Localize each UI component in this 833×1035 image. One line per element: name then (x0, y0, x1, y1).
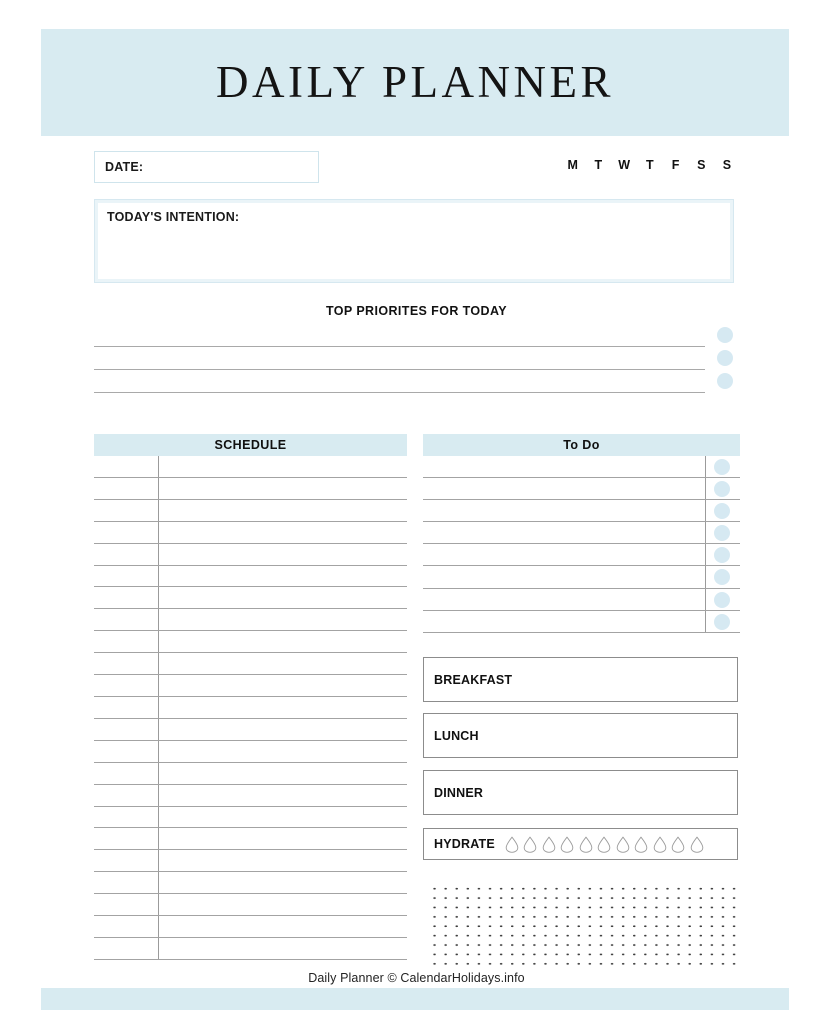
todo-row[interactable] (423, 500, 740, 522)
todo-checkbox-circle-icon[interactable] (714, 503, 730, 519)
schedule-row[interactable] (94, 566, 407, 588)
schedule-row[interactable] (94, 456, 407, 478)
schedule-row[interactable] (94, 500, 407, 522)
schedule-row[interactable] (94, 828, 407, 850)
todo-header-label: To Do (563, 438, 600, 452)
weekday-tuesday[interactable]: T (594, 158, 603, 172)
weekday-selector (560, 158, 740, 172)
hydrate-label: HYDRATE (434, 837, 495, 851)
schedule-grid (94, 456, 407, 960)
schedule-row[interactable] (94, 807, 407, 829)
footer-credit: Daily Planner © CalendarHolidays.info (308, 971, 525, 985)
schedule-row[interactable] (94, 763, 407, 785)
todo-row[interactable] (423, 478, 740, 500)
todo-checkbox-circle-icon[interactable] (714, 569, 730, 585)
date-field[interactable] (94, 151, 319, 183)
water-drop-icon[interactable] (579, 836, 593, 853)
priority-write-line (94, 392, 705, 393)
priorities-title: TOP PRIORITES FOR TODAY (326, 304, 507, 318)
schedule-row[interactable] (94, 916, 407, 938)
water-drop-icon[interactable] (542, 836, 556, 853)
date-label: DATE: (105, 160, 144, 174)
schedule-row[interactable] (94, 587, 407, 609)
header-band (41, 29, 789, 136)
breakfast-label: BREAKFAST (434, 672, 513, 687)
priority-checkbox-circle-icon[interactable] (717, 350, 733, 366)
schedule-row[interactable] (94, 544, 407, 566)
lunch-label: LUNCH (434, 728, 479, 743)
priority-checkbox-circle-icon[interactable] (717, 373, 733, 389)
water-drop-icon[interactable] (560, 836, 574, 853)
priority-row[interactable] (94, 324, 739, 347)
schedule-header (94, 434, 407, 456)
priority-row[interactable] (94, 370, 739, 393)
water-drop-icon[interactable] (690, 836, 704, 853)
schedule-row[interactable] (94, 872, 407, 894)
weekday-monday[interactable]: M (567, 158, 579, 172)
schedule-row[interactable] (94, 938, 407, 960)
schedule-row[interactable] (94, 675, 407, 697)
todo-checkbox-circle-icon[interactable] (714, 525, 730, 541)
water-drop-icon[interactable] (597, 836, 611, 853)
schedule-row[interactable] (94, 785, 407, 807)
schedule-row[interactable] (94, 609, 407, 631)
breakfast-field[interactable] (423, 657, 738, 702)
weekday-saturday[interactable]: S (697, 158, 706, 172)
schedule-row[interactable] (94, 653, 407, 675)
priorities-list (94, 324, 739, 404)
schedule-row[interactable] (94, 697, 407, 719)
intention-label: TODAY'S INTENTION: (107, 210, 240, 224)
dinner-field[interactable] (423, 770, 738, 815)
todo-row[interactable] (423, 566, 740, 588)
todo-list (423, 456, 740, 633)
schedule-row[interactable] (94, 522, 407, 544)
priority-checkbox-circle-icon[interactable] (717, 327, 733, 343)
todo-checkbox-circle-icon[interactable] (714, 614, 730, 630)
notes-dot-grid[interactable] (427, 882, 739, 968)
weekday-sunday[interactable]: S (722, 158, 732, 172)
hydrate-tracker[interactable] (423, 828, 738, 860)
footer-band (41, 988, 789, 1010)
todo-row-line (423, 632, 740, 633)
schedule-row[interactable] (94, 741, 407, 763)
water-drop-icon[interactable] (634, 836, 648, 853)
todo-row[interactable] (423, 456, 740, 478)
schedule-row[interactable] (94, 631, 407, 653)
todo-checkbox-circle-icon[interactable] (714, 459, 730, 475)
todo-row[interactable] (423, 589, 740, 611)
todo-checkbox-circle-icon[interactable] (714, 481, 730, 497)
schedule-row[interactable] (94, 478, 407, 500)
schedule-row[interactable] (94, 850, 407, 872)
priority-row[interactable] (94, 347, 739, 370)
todo-row[interactable] (423, 544, 740, 566)
schedule-header-label: SCHEDULE (214, 438, 287, 452)
todo-checkbox-circle-icon[interactable] (714, 547, 730, 563)
todo-row[interactable] (423, 611, 740, 633)
schedule-row[interactable] (94, 894, 407, 916)
todo-row[interactable] (423, 522, 740, 544)
weekday-friday[interactable]: F (671, 158, 680, 172)
schedule-row-line (94, 959, 407, 960)
todo-checkbox-circle-icon[interactable] (714, 592, 730, 608)
page-title: DAILY PLANNER (215, 57, 615, 107)
water-drop-icon[interactable] (653, 836, 667, 853)
dinner-label: DINNER (434, 785, 484, 800)
weekday-wednesday[interactable]: W (618, 158, 631, 172)
water-drop-icon[interactable] (523, 836, 537, 853)
schedule-row[interactable] (94, 719, 407, 741)
water-drop-icon[interactable] (671, 836, 685, 853)
hydrate-drops (505, 836, 704, 853)
weekday-thursday[interactable]: T (645, 158, 655, 172)
water-drop-icon[interactable] (505, 836, 519, 853)
lunch-field[interactable] (423, 713, 738, 758)
water-drop-icon[interactable] (616, 836, 630, 853)
intention-field[interactable] (94, 199, 734, 283)
todo-header (423, 434, 740, 456)
